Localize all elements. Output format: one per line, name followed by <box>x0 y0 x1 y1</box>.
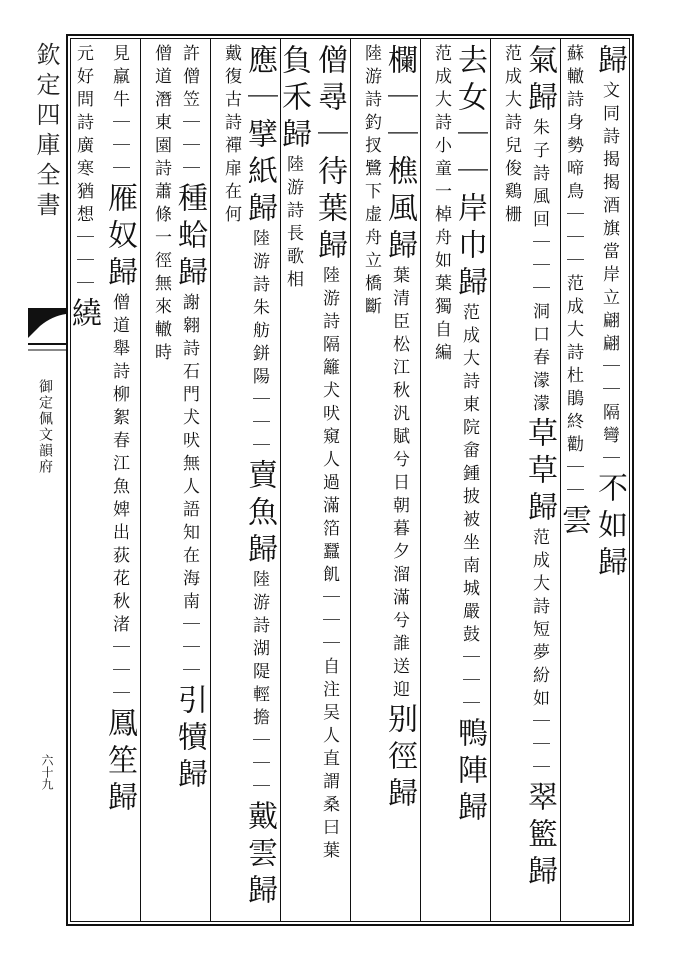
annotation-line: 范成大詩小童一 <box>431 44 451 205</box>
annotation <box>279 155 301 293</box>
annotation-line: 陸游詩釣扠鷺 <box>361 44 381 182</box>
text-column-8 <box>66 44 137 916</box>
annotation-line: 條一徑無來轍時 <box>151 205 171 366</box>
annotation-line: 成大詩杜鵑終勸｜｜ <box>563 297 583 504</box>
annotation-line: 陸游詩朱舫 <box>249 229 269 344</box>
column-rule <box>140 38 141 922</box>
annotation <box>175 44 197 182</box>
fold-top-title: 欽定四庫全書 <box>32 42 60 222</box>
headword: 鳳笙歸 <box>102 707 137 818</box>
annotation-line: 僧道舉詩柳絮春江魚 <box>109 293 129 500</box>
headword: 擘紙歸 <box>242 118 277 229</box>
headword: 别徑歸 <box>382 703 417 814</box>
text-column-6 <box>213 44 277 916</box>
column-rule <box>420 38 421 922</box>
headword: 欄｜｜ <box>382 44 417 155</box>
headword: 待葉歸 <box>312 155 347 266</box>
headword: 歸 <box>592 44 627 81</box>
fold-bottom-title: 御定佩文韻府 <box>37 379 53 475</box>
annotation-line: 蘇轍詩身勢啼鳥｜｜｜范 <box>563 44 583 297</box>
headword: 去女｜｜ <box>452 44 487 192</box>
headword: 樵風歸 <box>382 155 417 266</box>
annotation <box>595 81 617 472</box>
column-rule <box>210 38 211 922</box>
annotation-line: 長歌相 <box>283 224 303 293</box>
headword: 氣歸 <box>522 44 557 118</box>
annotation <box>245 570 267 800</box>
text-column-3 <box>423 44 487 916</box>
annotation-line: ｜洞口春濛濛 <box>529 279 549 417</box>
annotation <box>525 528 547 781</box>
annotation <box>217 44 239 228</box>
annotation-line: 婢出荻花秋渚｜｜｜ <box>109 500 129 707</box>
annotation-line: 立翩翩｜｜隔彎｜ <box>599 288 619 472</box>
annotation-line: 元好問詩廣寒 <box>73 44 93 182</box>
fold-strip <box>28 34 66 926</box>
annotation-line: ｜｜｜ <box>109 113 129 182</box>
annotation-line: 范成大詩短夢 <box>529 528 549 666</box>
annotation-line: 范成大詩 <box>501 44 521 136</box>
annotation-line: 鉼陽｜｜｜ <box>249 344 269 459</box>
annotation-line: 葉清臣松江秋汎賦 <box>389 266 409 450</box>
headword: 僧尋｜ <box>312 44 347 155</box>
annotation <box>427 44 449 366</box>
annotation-line: 棹舟如葉獨自編 <box>431 205 451 366</box>
annotation-line: 下虚舟立橋斷 <box>361 182 381 320</box>
headword: 草草歸 <box>522 417 557 528</box>
text-column-1 <box>556 44 627 916</box>
headword: 雲 <box>556 504 591 541</box>
headword: 岸巾歸 <box>452 192 487 303</box>
text-column-2 <box>493 44 557 916</box>
column-rule <box>490 38 491 922</box>
annotation <box>497 44 519 228</box>
annotation-line: 陸游詩隔籬犬吠窺人過滿箔蠶 <box>319 266 339 565</box>
annotation <box>147 44 169 366</box>
text-column-4 <box>353 44 417 916</box>
annotation-line: 文同詩揭揭酒旗當岸 <box>599 81 619 288</box>
annotation <box>357 44 379 320</box>
annotation-line: 被坐南城嚴鼓｜｜｜ <box>459 510 479 717</box>
annotation-line: 見羸牛 <box>109 44 129 113</box>
fishtail-mark-icon <box>28 304 66 364</box>
annotation <box>455 303 477 717</box>
headword: 不如歸 <box>592 472 627 583</box>
annotation-line: 陸游詩 <box>283 155 303 224</box>
headword: 翠籃歸 <box>522 781 557 892</box>
annotation-line: 朱子詩風回｜｜ <box>529 118 549 279</box>
headword: 引犢歸 <box>172 684 207 795</box>
annotation <box>245 229 267 459</box>
headword: 負禾歸 <box>276 44 311 155</box>
annotation-line: 謝翱詩石門犬吠無人 <box>179 293 199 500</box>
annotation <box>175 293 197 684</box>
annotation-line: 猶想｜｜｜ <box>73 182 93 297</box>
annotation-line: ｜｜｜ <box>179 113 199 182</box>
text-column-7 <box>143 44 207 916</box>
annotation <box>105 44 127 182</box>
column-rule <box>350 38 351 922</box>
annotation-line: 飢｜｜｜自注吴人直謂桑曰葉 <box>319 565 339 864</box>
annotation <box>525 118 547 417</box>
annotation-line: 輕擔｜｜｜ <box>249 685 269 800</box>
headword: 種蛤歸 <box>172 182 207 293</box>
annotation-line: 語知在海南｜｜｜ <box>179 500 199 684</box>
headword: 鴨陣歸 <box>452 717 487 828</box>
annotation <box>105 293 127 707</box>
annotation <box>315 266 337 864</box>
annotation-line: 兒俊鷄栅 <box>501 136 521 228</box>
annotation-line: 兮日朝暮夕溜滿兮誰送迎 <box>389 450 409 703</box>
page-number: 六十九 <box>40 754 54 790</box>
annotation <box>69 44 91 297</box>
headword: 戴雲歸 <box>242 800 277 911</box>
annotation-line: 陸游詩湖隄 <box>249 570 269 685</box>
text-column-5 <box>276 44 347 916</box>
headword: 雁奴歸 <box>102 182 137 293</box>
headword: 繞 <box>66 297 101 334</box>
annotation-line: 許僧笠 <box>179 44 199 113</box>
annotation <box>559 44 581 504</box>
annotation-line: 范成大詩東院畲鍾披 <box>459 303 479 510</box>
annotation <box>385 266 407 703</box>
headword: 應｜ <box>242 44 277 118</box>
annotation-line: 紛如｜｜｜ <box>529 666 549 781</box>
annotation-line: 戴復古詩 <box>221 44 241 136</box>
annotation-line: 僧道潛東園詩蕭 <box>151 44 171 205</box>
annotation-line: 禪扉在何 <box>221 136 241 228</box>
headword: 賣魚歸 <box>242 459 277 570</box>
